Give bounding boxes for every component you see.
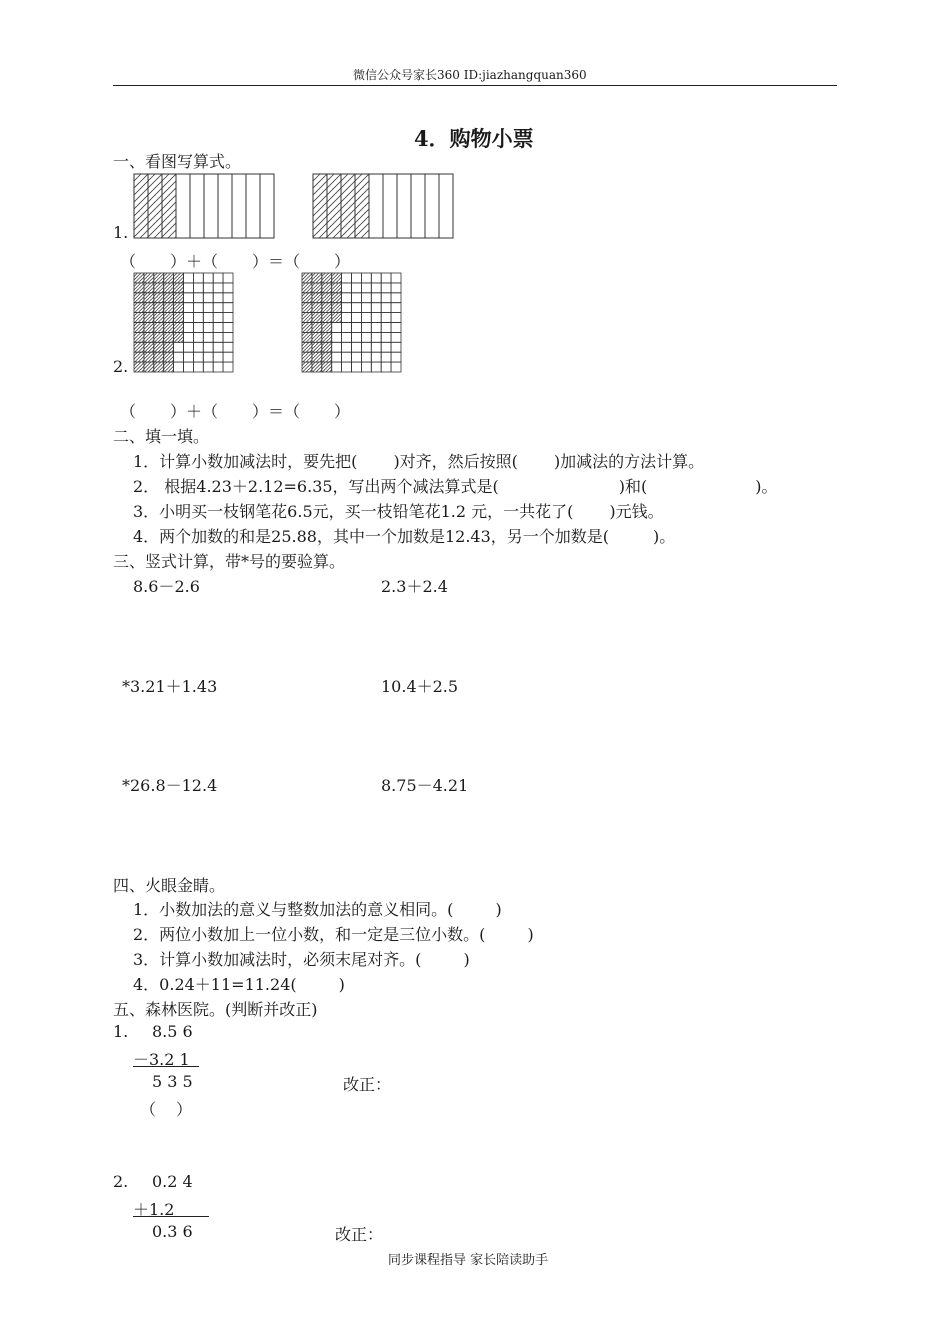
empty-cell — [213, 323, 223, 333]
empty-cell — [184, 303, 194, 313]
hatch-lines — [134, 293, 161, 303]
calc-underline — [133, 1066, 199, 1067]
judge-item-1 — [133, 897, 502, 920]
hatch-lines — [164, 303, 191, 313]
hatch-lines — [144, 313, 171, 323]
fill-text: 3．小明买一枝钢笔花6.5元，买一枝铅笔花1.2 元，一共花了( — [133, 502, 574, 521]
empty-cell — [342, 323, 352, 333]
hatch-lines — [292, 342, 319, 352]
hatch-lines — [124, 283, 151, 293]
hatch-lines — [144, 342, 171, 352]
fill-item-3 — [133, 499, 664, 522]
empty-cell — [381, 342, 391, 352]
hatch-lines — [302, 293, 329, 303]
empty-cell — [223, 342, 233, 352]
empty-cell — [371, 352, 381, 362]
hatch-lines — [312, 352, 339, 362]
empty-cell — [193, 352, 203, 362]
fix-label: 改正： — [335, 1225, 384, 1244]
empty-cell — [381, 323, 391, 333]
hatch-lines — [302, 362, 329, 372]
empty-cell — [223, 303, 233, 313]
judge-text: ) — [527, 925, 534, 944]
hatch-lines — [144, 283, 171, 293]
empty-cell — [184, 273, 194, 283]
empty-cell — [391, 362, 401, 372]
empty-cell — [397, 174, 411, 238]
fill-item-1 — [133, 449, 704, 472]
empty-cell — [184, 323, 194, 333]
empty-cell — [371, 332, 381, 342]
empty-cell — [204, 174, 218, 238]
empty-cell — [193, 273, 203, 283]
hatch-lines — [144, 303, 171, 313]
hatch-lines — [144, 273, 171, 283]
judge-text: ) — [338, 975, 345, 994]
empty-cell — [425, 174, 439, 238]
empty-cell — [203, 362, 213, 372]
hatch-lines — [292, 323, 319, 333]
hatch-lines — [292, 313, 319, 323]
hatch-lines — [164, 332, 191, 342]
page-title: 4．购物小票 — [414, 126, 534, 151]
empty-cell — [381, 273, 391, 283]
hatch-lines — [164, 293, 191, 303]
empty-cell — [223, 332, 233, 342]
hatch-lines — [302, 323, 329, 333]
empty-cell — [342, 303, 352, 313]
hatch-lines — [154, 342, 181, 352]
empty-cell — [391, 332, 401, 342]
empty-cell — [193, 332, 203, 342]
empty-cell — [223, 352, 233, 362]
q1-number: 1. — [113, 1022, 129, 1041]
empty-cell — [213, 313, 223, 323]
hatch-lines — [134, 283, 161, 293]
hatch-lines — [292, 332, 319, 342]
empty-cell — [391, 303, 401, 313]
empty-cell — [193, 313, 203, 323]
empty-cell — [223, 283, 233, 293]
empty-cell — [371, 362, 381, 372]
hatch-lines — [312, 273, 339, 283]
hatch-lines — [302, 303, 329, 313]
empty-cell — [361, 342, 371, 352]
calc-problem: *26.8－12.4 — [122, 776, 218, 795]
empty-cell — [193, 342, 203, 352]
empty-cell — [411, 174, 425, 238]
empty-cell — [371, 293, 381, 303]
empty-cell — [342, 342, 352, 352]
hatch-lines — [302, 313, 329, 323]
section1-heading: 一、看图写算式。 — [113, 152, 242, 171]
empty-cell — [184, 293, 194, 303]
hatch-lines — [292, 362, 319, 372]
hatch-lines — [154, 352, 181, 362]
empty-cell — [332, 323, 342, 333]
empty-cell — [342, 273, 352, 283]
empty-cell — [203, 342, 213, 352]
empty-cell — [332, 352, 342, 362]
hatch-lines — [124, 323, 151, 333]
empty-cell — [176, 174, 190, 238]
empty-cell — [213, 362, 223, 372]
eq-part: （ — [120, 402, 137, 421]
hatch-lines — [302, 342, 329, 352]
q2-equation — [120, 399, 350, 422]
hatch-lines — [154, 313, 181, 323]
hatch-lines — [302, 273, 329, 283]
hatch-lines — [322, 293, 349, 303]
hatch-lines — [144, 352, 171, 362]
judge-item-2 — [133, 922, 534, 945]
empty-cell — [218, 174, 232, 238]
calc-problem: 8.6－2.6 — [133, 577, 200, 596]
empty-cell — [203, 283, 213, 293]
hatch-lines — [144, 323, 171, 333]
empty-cell — [381, 352, 391, 362]
empty-cell — [223, 293, 233, 303]
empty-cell — [361, 303, 371, 313]
judge-text: ) — [463, 950, 470, 969]
empty-cell — [371, 342, 381, 352]
hatch-lines — [134, 273, 161, 283]
empty-cell — [381, 362, 391, 372]
header-rule — [113, 85, 837, 86]
hatch-lines — [124, 332, 151, 342]
hatch-lines — [312, 303, 339, 313]
calc-problem: *3.21＋1.43 — [122, 677, 218, 696]
empty-cell — [203, 293, 213, 303]
empty-cell — [381, 303, 391, 313]
section5-heading: 五、森林医院。(判断并改正) — [113, 1000, 318, 1019]
judge-text: 2．两位小数加上一位小数，和一定是三位小数。( — [133, 925, 486, 944]
section4-heading: 四、火眼金睛。 — [113, 876, 226, 895]
q1-number: 1. — [113, 223, 129, 242]
empty-cell — [223, 323, 233, 333]
hatch-lines — [322, 303, 349, 313]
empty-cell — [352, 362, 362, 372]
empty-cell — [232, 174, 246, 238]
empty-cell — [342, 332, 352, 342]
empty-cell — [352, 332, 362, 342]
empty-cell — [381, 332, 391, 342]
empty-cell — [203, 303, 213, 313]
empty-cell — [342, 313, 352, 323]
empty-cell — [184, 332, 194, 342]
fill-item-2 — [133, 474, 778, 497]
empty-cell — [391, 323, 401, 333]
fill-text: )对齐，然后按照( — [393, 452, 518, 471]
empty-cell — [391, 352, 401, 362]
empty-cell — [391, 313, 401, 323]
eq-part: ）＋（ — [170, 252, 219, 271]
empty-cell — [213, 332, 223, 342]
hatch-lines — [124, 273, 151, 283]
empty-cell — [352, 313, 362, 323]
empty-cell — [213, 293, 223, 303]
empty-cell — [260, 174, 274, 238]
fill-text: )。 — [755, 477, 778, 496]
empty-cell — [352, 303, 362, 313]
empty-cell — [371, 273, 381, 283]
empty-cell — [223, 313, 233, 323]
empty-cell — [213, 352, 223, 362]
empty-cell — [352, 273, 362, 283]
hatch-lines — [124, 342, 151, 352]
empty-cell — [381, 313, 391, 323]
fill-text: )和( — [618, 477, 648, 496]
empty-cell — [193, 283, 203, 293]
hatch-lines — [134, 362, 161, 372]
empty-cell — [342, 293, 352, 303]
empty-cell — [203, 323, 213, 333]
empty-cell — [213, 303, 223, 313]
empty-cell — [361, 313, 371, 323]
hatch-lines — [154, 362, 181, 372]
empty-cell — [361, 332, 371, 342]
bracket-part: ） — [176, 1100, 193, 1119]
hatch-lines — [134, 323, 161, 333]
hatch-lines — [134, 313, 161, 323]
empty-cell — [371, 313, 381, 323]
judge-bracket — [140, 1097, 192, 1120]
hatch-lines — [124, 303, 151, 313]
section2-heading: 二、填一填。 — [113, 427, 210, 446]
empty-cell — [361, 352, 371, 362]
empty-cell — [391, 342, 401, 352]
empty-cell — [361, 323, 371, 333]
judge-text: 1．小数加法的意义与整数加法的意义相同。( — [133, 900, 454, 919]
bracket-part: （ — [140, 1100, 157, 1119]
empty-cell — [391, 293, 401, 303]
eq-part: ） — [334, 402, 351, 421]
hatch-lines — [164, 273, 191, 283]
q2-number: 2. — [113, 357, 129, 376]
empty-cell — [203, 313, 213, 323]
hatch-lines — [144, 293, 171, 303]
empty-cell — [246, 174, 260, 238]
empty-cell — [352, 352, 362, 362]
empty-cell — [174, 362, 184, 372]
fill-item-4 — [133, 524, 675, 547]
empty-cell — [223, 273, 233, 283]
eq-part: ）＋（ — [170, 402, 219, 421]
hatch-lines — [144, 362, 171, 372]
hatch-lines — [312, 323, 339, 333]
hatch-lines — [292, 352, 319, 362]
hatch-lines — [322, 313, 349, 323]
empty-cell — [203, 332, 213, 342]
calc-problem: 8.75－4.21 — [381, 776, 469, 795]
hatch-lines — [164, 323, 191, 333]
hatch-lines — [154, 293, 181, 303]
judge-item-3 — [133, 947, 470, 970]
hatch-lines — [164, 313, 191, 323]
empty-cell — [391, 283, 401, 293]
hatch-lines — [322, 283, 349, 293]
hatch-lines — [302, 283, 329, 293]
judge-text: ) — [495, 900, 502, 919]
hatch-lines — [292, 293, 319, 303]
fill-text: )元钱。 — [609, 502, 664, 521]
hatch-lines — [292, 273, 319, 283]
empty-cell — [371, 303, 381, 313]
empty-cell — [361, 293, 371, 303]
hatch-lines — [302, 332, 329, 342]
empty-cell — [342, 352, 352, 362]
hatch-lines — [302, 352, 329, 362]
page-header: 微信公众号家长360 ID:jiazhangquan360 — [353, 68, 587, 82]
empty-cell — [184, 362, 194, 372]
calc-problem: 10.4＋2.5 — [381, 677, 459, 696]
hundred-grid-right — [301, 272, 402, 373]
judge-item-4 — [133, 972, 345, 995]
fill-text: 2． 根据4.23＋2.12=6.35，写出两个减法算式是( — [133, 477, 499, 496]
empty-cell — [174, 342, 184, 352]
hatch-lines — [154, 283, 181, 293]
hatch-lines — [134, 352, 161, 362]
empty-cell — [352, 323, 362, 333]
empty-cell — [203, 352, 213, 362]
empty-cell — [213, 283, 223, 293]
empty-cell — [332, 332, 342, 342]
empty-cell — [369, 174, 383, 238]
vertical-calc-line: 8.5 6 — [152, 1022, 193, 1041]
eq-part: （ — [120, 252, 137, 271]
eq-part: ） — [334, 252, 351, 271]
empty-cell — [383, 174, 397, 238]
empty-cell — [342, 362, 352, 372]
hatch-lines — [312, 362, 339, 372]
fill-text: )。 — [653, 527, 676, 546]
hatch-lines — [322, 273, 349, 283]
q2-number: 2. — [113, 1172, 129, 1191]
empty-cell — [332, 362, 342, 372]
hatch-lines — [164, 283, 191, 293]
eq-part: ）＝（ — [252, 402, 301, 421]
shaded-bar-right — [312, 173, 454, 239]
empty-cell — [352, 293, 362, 303]
empty-cell — [381, 293, 391, 303]
q1-equation — [120, 249, 350, 272]
empty-cell — [184, 283, 194, 293]
hatch-lines — [312, 313, 339, 323]
empty-cell — [361, 362, 371, 372]
empty-cell — [352, 283, 362, 293]
hatch-lines — [134, 303, 161, 313]
hatch-lines — [154, 273, 181, 283]
empty-cell — [371, 283, 381, 293]
empty-cell — [193, 293, 203, 303]
fill-text: 1．计算小数加减法时，要先把( — [133, 452, 358, 471]
hatch-lines — [124, 313, 151, 323]
empty-cell — [190, 174, 204, 238]
empty-cell — [342, 283, 352, 293]
judge-text: 4．0.24＋11=11.24( — [133, 975, 297, 994]
fill-text: )加减法的方法计算。 — [553, 452, 705, 471]
hatch-lines — [312, 342, 339, 352]
hatch-lines — [154, 303, 181, 313]
section3-heading: 三、竖式计算，带*号的要验算。 — [113, 552, 346, 571]
hundred-grid-left — [133, 272, 234, 373]
hatch-lines — [312, 332, 339, 342]
empty-cell — [193, 303, 203, 313]
empty-cell — [332, 342, 342, 352]
empty-cell — [213, 273, 223, 283]
vertical-calc-line: 0.2 4 — [152, 1172, 193, 1191]
empty-cell — [193, 362, 203, 372]
hatch-lines — [312, 293, 339, 303]
hatch-lines — [124, 293, 151, 303]
hatch-lines — [134, 342, 161, 352]
empty-cell — [223, 362, 233, 372]
empty-cell — [371, 323, 381, 333]
hatch-lines — [154, 323, 181, 333]
calc-problem: 2.3＋2.4 — [381, 577, 448, 596]
calc-underline — [133, 1216, 209, 1217]
empty-cell — [184, 352, 194, 362]
vertical-calc-line: 0.3 6 — [152, 1222, 193, 1241]
empty-cell — [439, 174, 453, 238]
empty-cell — [213, 342, 223, 352]
empty-cell — [361, 273, 371, 283]
hatch-lines — [144, 332, 171, 342]
vertical-calc-line: ＋1.2 — [133, 1200, 175, 1219]
judge-text: 3．计算小数加减法时，必须末尾对齐。( — [133, 950, 422, 969]
empty-cell — [174, 352, 184, 362]
fill-text: 4．两个加数的和是25.88，其中一个加数是12.43，另一个加数是( — [133, 527, 610, 546]
hatch-lines — [292, 303, 319, 313]
empty-cell — [184, 313, 194, 323]
shaded-bar-left — [133, 173, 275, 239]
empty-cell — [391, 273, 401, 283]
page-footer: 同步课程指导 家长陪读助手 — [388, 1253, 549, 1268]
eq-part: ）＝（ — [252, 252, 301, 271]
empty-cell — [203, 273, 213, 283]
hatch-lines — [292, 283, 319, 293]
vertical-calc-line: 5 3 5 — [152, 1072, 193, 1091]
empty-cell — [352, 342, 362, 352]
empty-cell — [381, 283, 391, 293]
empty-cell — [184, 342, 194, 352]
empty-cell — [193, 323, 203, 333]
vertical-calc-line: －3.2 1 — [133, 1050, 190, 1069]
hatch-lines — [154, 332, 181, 342]
hatch-lines — [312, 283, 339, 293]
hatch-lines — [134, 332, 161, 342]
empty-cell — [361, 283, 371, 293]
fix-label: 改正： — [343, 1075, 392, 1094]
